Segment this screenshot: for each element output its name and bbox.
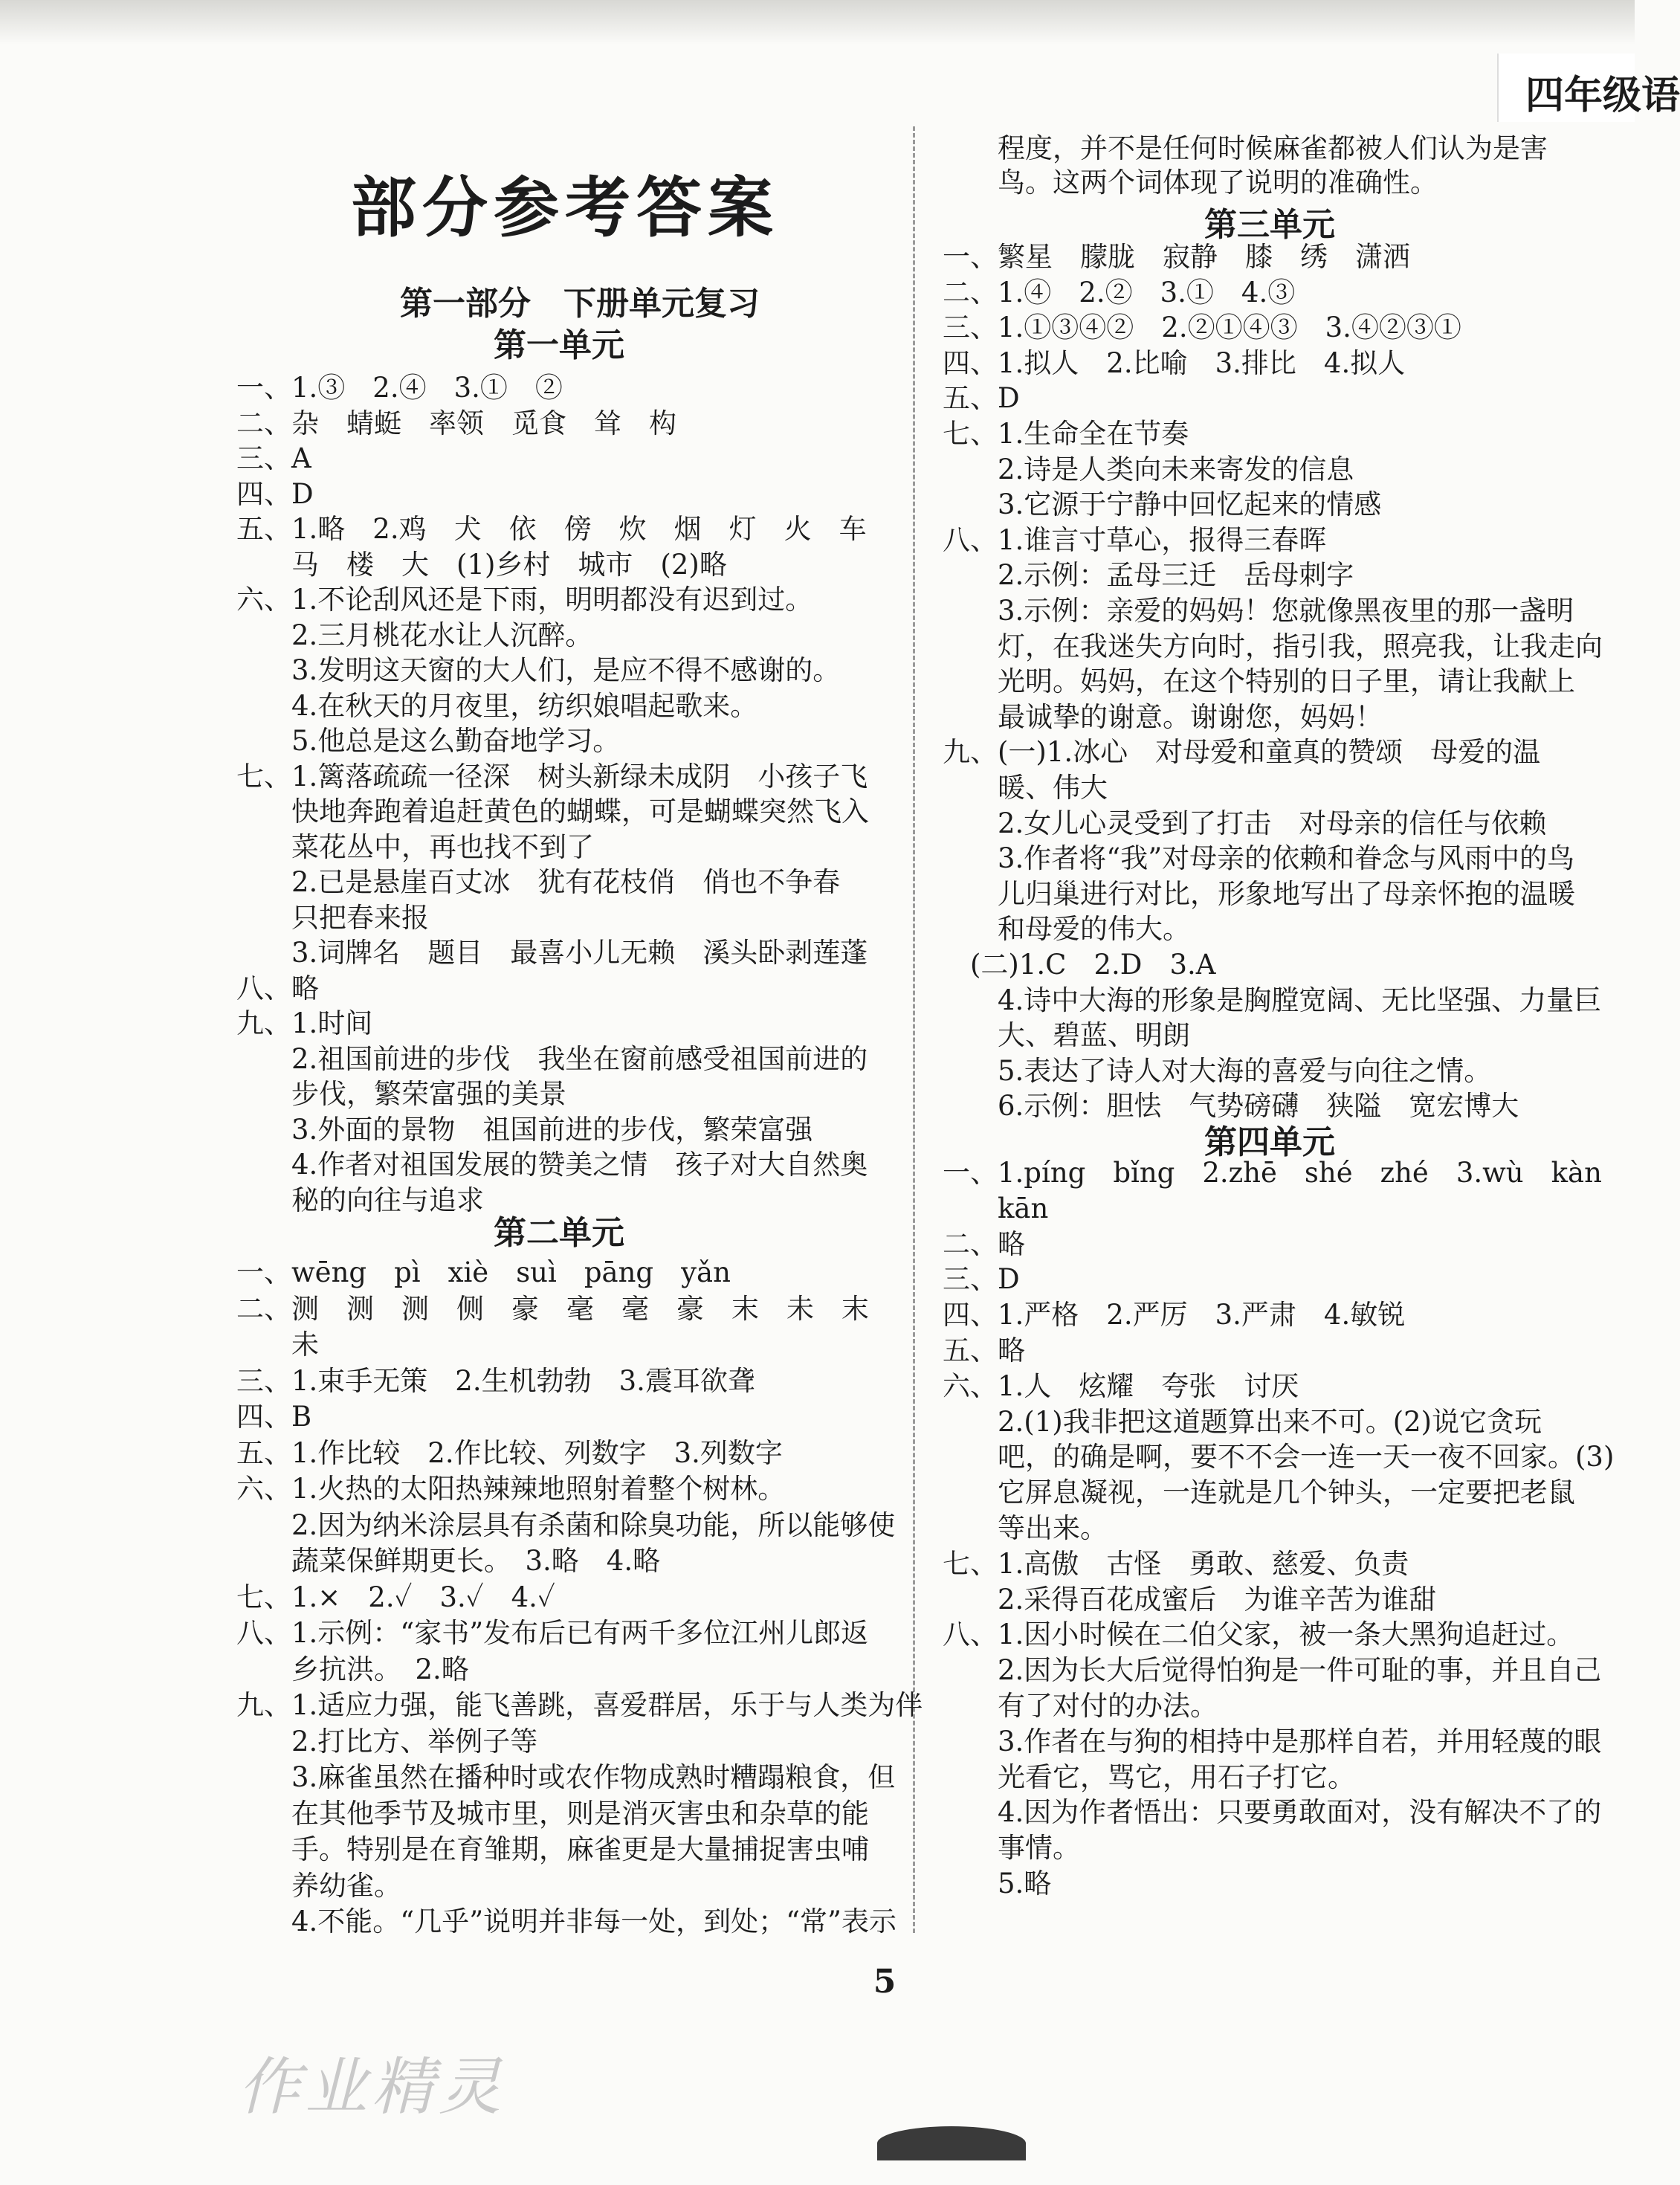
answer-line: 步伐，繁荣富强的美景 — [236, 1078, 566, 1110]
answer-line: 四、1.严格 2.严厉 3.严肃 4.敏锐 — [943, 1299, 1406, 1332]
answer-line: 八、1.谁言寸草心，报得三春晖 — [943, 523, 1327, 556]
answer-line: 二、1.④ 2.② 3.① 4.③ — [943, 276, 1296, 309]
answer-line: 4.因为作者悟出：只要勇敢面对，没有解决不了的 — [943, 1796, 1602, 1829]
answer-line: 程度，并不是任何时候麻雀都被人们认为是害 — [943, 132, 1548, 164]
answer-line: 一、1.píng bǐng 2.zhē shé zhé 3.wù kàn — [943, 1157, 1602, 1189]
answer-line: 2.女儿心灵受到了打击 对母亲的信任与依赖 — [943, 807, 1547, 839]
answer-line: 2.诗是人类向未来寄发的信息 — [943, 453, 1354, 485]
answer-line: 养幼雀。 — [236, 1869, 401, 1902]
answer-line: 七、1.高傲 古怪 勇敢、慈爱、负责 — [943, 1547, 1409, 1580]
answer-line: 八、1.因小时候在二伯父家，被一条大黑狗追赶过。 — [943, 1618, 1574, 1651]
answer-line: 事情。 — [943, 1832, 1080, 1865]
answer-line: 手。特别是在育雏期，麻雀更是大量捕捉害虫哺 — [236, 1833, 869, 1865]
page-number: 5 — [873, 1963, 896, 2001]
answer-line: 乡抗洪。 2.略 — [236, 1653, 469, 1685]
page-title: 部分参考答案 — [350, 169, 779, 246]
answer-line: 未 — [236, 1329, 319, 1361]
unit2-title: 第二单元 — [494, 1214, 624, 1252]
unit3-title: 第三单元 — [1204, 206, 1335, 244]
answer-line: 有了对付的办法。 — [943, 1690, 1218, 1722]
answer-line: 九、(一)1.冰心 对母爱和童真的赞颂 母爱的温 — [943, 736, 1541, 769]
answer-line: 吧，的确是啊，要不不会一连一天一夜不回家。(3) — [943, 1441, 1615, 1474]
answer-line: kān — [943, 1192, 1049, 1224]
answer-line: 蔬菜保鲜期更长。 3.略 4.略 — [236, 1545, 661, 1577]
answer-line: 5.略 — [943, 1868, 1052, 1900]
answer-line: 2.因为长大后觉得怕狗是一件可耻的事，并且自己 — [943, 1654, 1602, 1687]
answer-line: 2.打比方、举例子等 — [236, 1725, 538, 1758]
answer-line: 一、wēng pì xiè suì pāng yǎn — [236, 1256, 731, 1288]
answer-line: 五、1.作比较 2.作比较、列数字 3.列数字 — [236, 1436, 783, 1469]
answer-line: 七、1.× 2.✓ 3.✓ 4.✓ — [236, 1581, 555, 1613]
answer-line: 4.不能。“几乎”说明并非每一处，到处；“常”表示 — [236, 1905, 896, 1937]
answer-line: 2.示例：孟母三迁 岳母刺字 — [943, 559, 1354, 592]
answer-line: 儿归巢进行对比，形象地写出了母亲怀抱的温暖 — [943, 877, 1575, 910]
answer-line: 一、1.③ 2.④ 3.① ② — [236, 372, 563, 404]
answer-line: 5.表达了诗人对大海的喜爱与向往之情。 — [943, 1054, 1492, 1087]
answer-line: 四、B — [236, 1401, 312, 1433]
answer-line: 九、1.时间 — [236, 1007, 373, 1039]
answer-line: 三、D — [943, 1263, 1020, 1296]
answer-line: 3.麻雀虽然在播种时或农作物成熟时糟蹋粮食，但 — [236, 1761, 896, 1793]
answer-line: 三、1.①③④② 2.②①④③ 3.④②③① — [943, 312, 1461, 344]
answer-line: 等出来。 — [943, 1512, 1108, 1544]
answer-line: 2.采得百花成蜜后 为谁辛苦为谁甜 — [943, 1583, 1437, 1616]
unit1-title: 第一单元 — [494, 326, 624, 364]
answer-line: 3.作者将“我”对母亲的依赖和眷念与风雨中的鸟 — [943, 842, 1575, 875]
answer-line: 大、碧蓝、明朗 — [943, 1019, 1190, 1052]
answer-line: 四、D — [236, 477, 314, 510]
answer-line: 秘的向往与追求 — [236, 1184, 484, 1216]
unit4-title: 第四单元 — [1204, 1123, 1335, 1161]
answer-line: 六、1.不论刮风还是下雨，明明都没有迟到过。 — [236, 584, 813, 616]
answer-line: 最诚挚的谢意。谢谢您，妈妈！ — [943, 700, 1383, 733]
answer-line: 马 楼 大 (1)乡村 城市 (2)略 — [236, 548, 727, 581]
answer-line: 鸟。这两个词体现了说明的准确性。 — [943, 167, 1438, 199]
answer-line: 2.三月桃花水让人沉醉。 — [236, 619, 593, 651]
answer-line: 光明。妈妈，在这个特别的日子里，请让我献上 — [943, 665, 1575, 698]
answer-line: 六、1.火热的太阳热辣辣地照射着整个树林。 — [236, 1473, 786, 1505]
column-divider — [913, 126, 915, 1933]
scan-shadow — [877, 2126, 1026, 2160]
answer-line: 6.示例：胆怯 气势磅礴 狭隘 宽宏博大 — [943, 1090, 1519, 1123]
answer-line: 五、1.略 2.鸡 犬 依 傍 炊 烟 灯 火 车 — [236, 513, 867, 545]
answer-line: 五、略 — [943, 1334, 1025, 1366]
answer-line: 它屏息凝视，一连就是几个钟头，一定要把老鼠 — [943, 1476, 1575, 1509]
answer-line: 2.已是悬崖百丈冰 犹有花枝俏 俏也不争春 — [236, 866, 841, 898]
answer-line: 五、D — [943, 382, 1020, 415]
answer-line: 三、A — [236, 442, 311, 474]
answer-line: 二、杂 蜻蜓 率领 觅食 耸 构 — [236, 407, 676, 439]
part-title: 第一部分 下册单元复习 — [400, 285, 760, 323]
answer-line: 4.作者对祖国发展的赞美之情 孩子对大自然奥 — [236, 1149, 868, 1181]
answer-line: 三、1.束手无策 2.生机勃勃 3.震耳欲聋 — [236, 1364, 755, 1397]
answer-line: 六、1.人 炫耀 夸张 讨厌 — [943, 1369, 1299, 1402]
watermark: 作业精灵 — [238, 2050, 506, 2123]
answer-line: 菜花丛中，再也找不到了 — [236, 830, 594, 863]
answer-line: 四、1.拟人 2.比喻 3.排比 4.拟人 — [943, 346, 1406, 379]
answer-line: 3.发明这天窗的大人们，是应不得不感谢的。 — [236, 654, 841, 686]
answer-line: 3.词牌名 题目 最喜小儿无赖 溪头卧剥莲蓬 — [236, 937, 868, 969]
answer-line: 暖、伟大 — [943, 772, 1108, 804]
answer-line: 5.他总是这么勤奋地学习。 — [236, 725, 621, 757]
answer-line: 七、1.生命全在节奏 — [943, 418, 1189, 450]
answer-line: 七、1.篱落疏疏一径深 树头新绿未成阴 小孩子飞 — [236, 760, 868, 793]
answer-line: 灯，在我迷失方向时，指引我，照亮我，让我走向 — [943, 630, 1603, 662]
answer-line: 2.祖国前进的步伐 我坐在窗前感受祖国前进的 — [236, 1042, 868, 1075]
answer-line: 3.示例：亲爱的妈妈！您就像黑夜里的那一盏明 — [943, 595, 1574, 627]
answer-line: 一、繁星 朦胧 寂静 膝 绣 潇洒 — [943, 241, 1410, 273]
answer-line: 二、测 测 测 侧 豪 毫 毫 豪 末 未 末 — [236, 1292, 869, 1325]
answer-line: 九、1.适应力强，能飞善跳，喜爱群居，乐于与人类为伴 — [236, 1689, 923, 1721]
answer-line: 2.因为纳米涂层具有杀菌和除臭功能，所以能够使 — [236, 1508, 896, 1541]
answer-line: 在其他季节及城市里，则是消灭害虫和杂草的能 — [236, 1797, 869, 1830]
answer-line: 3.它源于宁静中回忆起来的情感 — [943, 488, 1382, 521]
answer-line: 2.(1)我非把这道题算出来不可。(2)说它贪玩 — [943, 1405, 1542, 1438]
answer-line: 快地奔跑着追赶黄色的蝴蝶，可是蝴蝶突然飞入 — [236, 795, 869, 827]
answer-line: 只把春来报 — [236, 901, 429, 934]
answer-line: 3.作者在与狗的相持中是那样自若，并用轻蔑的眼 — [943, 1725, 1602, 1758]
grade-tab: 四年级语 — [1497, 54, 1635, 122]
answer-line: 4.诗中大海的形象是胸膛宽阔、无比坚强、力量巨 — [943, 984, 1602, 1016]
answer-line: 八、略 — [236, 972, 319, 1004]
answer-line: 和母爱的伟大。 — [943, 913, 1190, 946]
answer-line: 八、1.示例：“家书”发布后已有两千多位江州儿郎返 — [236, 1617, 869, 1649]
answer-line: (二)1.C 2.D 3.A — [943, 949, 1216, 981]
answer-line: 二、略 — [943, 1227, 1025, 1260]
answer-line: 3.外面的景物 祖国前进的步伐，繁荣富强 — [236, 1113, 813, 1146]
scan-top-edge — [0, 0, 1635, 45]
answer-line: 光看它，骂它，用石子打它。 — [943, 1760, 1355, 1793]
answer-line: 4.在秋天的月夜里，纺织娘唱起歌来。 — [236, 689, 758, 722]
